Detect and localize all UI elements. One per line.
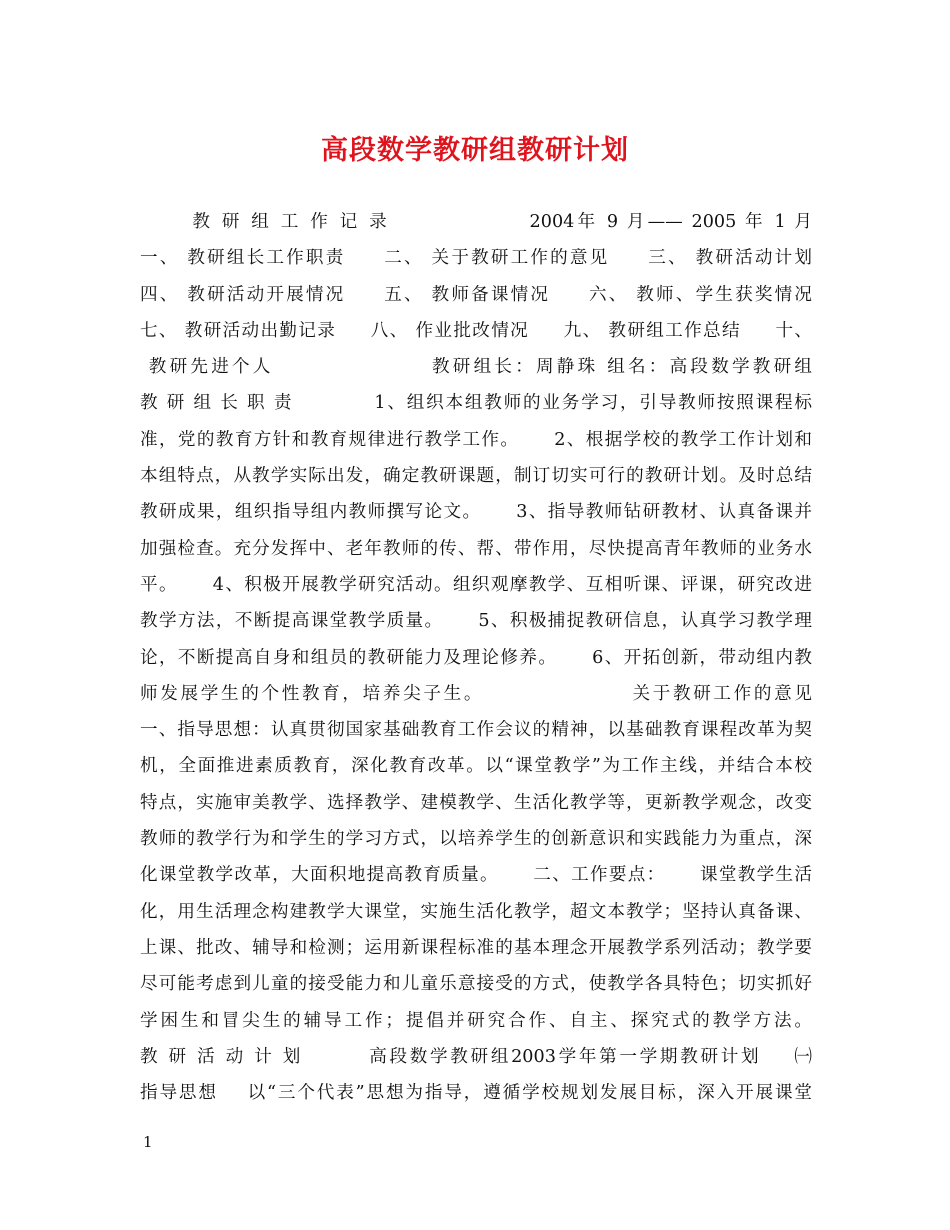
body-line: 一、 教研组长工作职责 二、 关于教研工作的意见 三、 教研活动计划 [140,248,812,269]
body-line: 教 研 组 长 职 责 1、组织本组教师的业务学习，引导教师按照课程标 [140,393,812,414]
body-line: 四、 教研活动开展情况 五、 教师备课情况 六、 教师、学生获奖情况 [140,284,812,305]
body-line: 教研成果，组织指导组内教师撰写论文。 3、指导教师钻研教材、认真备课并 [140,502,812,523]
body-line: 准，党的教育方针和教育规律进行教学工作。 2、根据学校的教学工作计划和 [140,429,812,450]
body-line: 教 研 活 动 计 划 高段数学教研组2003学年第一学期教研计划 ㈠ [140,1046,812,1067]
body-line: 一、指导思想：认真贯彻国家基础教育工作会议的精神，以基础教育课程改革为契 [140,720,812,741]
body-line: 化，用生活理念构建教学大课堂，实施生活化教学，超文本教学；坚持认真备课、 [140,901,812,922]
body-line: 机，全面推进素质教育，深化教育改革。以“课堂教学”为工作主线，并结合本校 [140,756,812,777]
body-text [140,204,812,1111]
body-line: 学困生和冒尖生的辅导工作；提倡并研究合作、自主、探究式的教学方法。 [140,1010,812,1031]
body-line: 指导思想 以“三个代表”思想为指导，遵循学校规划发展目标，深入开展课堂 [140,1083,812,1104]
body-line: 七、 教研活动出勤记录 八、 作业批改情况 九、 教研组工作总结 十、 [140,320,812,341]
body-line: 教研先进个人 教研组长：周静珠 组名：高段数学教研组 [140,357,812,378]
body-line: 特点，实施审美教学、选择教学、建模教学、生活化教学等，更新教学观念，改变 [140,792,812,813]
body-line: 上课、批改、辅导和检测；运用新课程标准的基本理念开展教学系列活动；教学要 [140,937,812,958]
body-line: 教师的教学行为和学生的学习方式，以培养学生的创新意识和实践能力为重点，深 [140,829,812,850]
body-line: 教学方法，不断提高课堂教学质量。 5、积极捕捉教研信息，认真学习教学理 [140,611,812,632]
page-number: 1 [143,1133,153,1151]
body-line: 师发展学生的个性教育，培养尖子生。 关于教研工作的意见 [140,683,812,704]
body-line: 教 研 组 工 作 记 录 2004年 9 月—— 2005 年 1 月 [140,212,812,232]
body-line: 化课堂教学改革，大面积地提高教育质量。 二、工作要点： 课堂教学生活 [140,865,812,886]
page-title: 高段数学教研组教研计划 [321,135,629,166]
body-line: 论，不断提高自身和组员的教研能力及理论修养。 6、开拓创新，带动组内教 [140,647,812,668]
body-line: 尽可能考虑到儿童的接受能力和儿童乐意接受的方式，使教学各具特色；切实抓好 [140,974,812,995]
body-line: 加强检查。充分发挥中、老年教师的传、帮、带作用，尽快提高青年教师的业务水 [140,538,812,559]
body-line: 平。 4、积极开展教学研究活动。组织观摩教学、互相听课、评课，研究改进 [140,574,812,595]
body-line: 本组特点，从教学实际出发，确定教研课题，制订切实可行的教研计划。及时总结 [140,466,812,487]
